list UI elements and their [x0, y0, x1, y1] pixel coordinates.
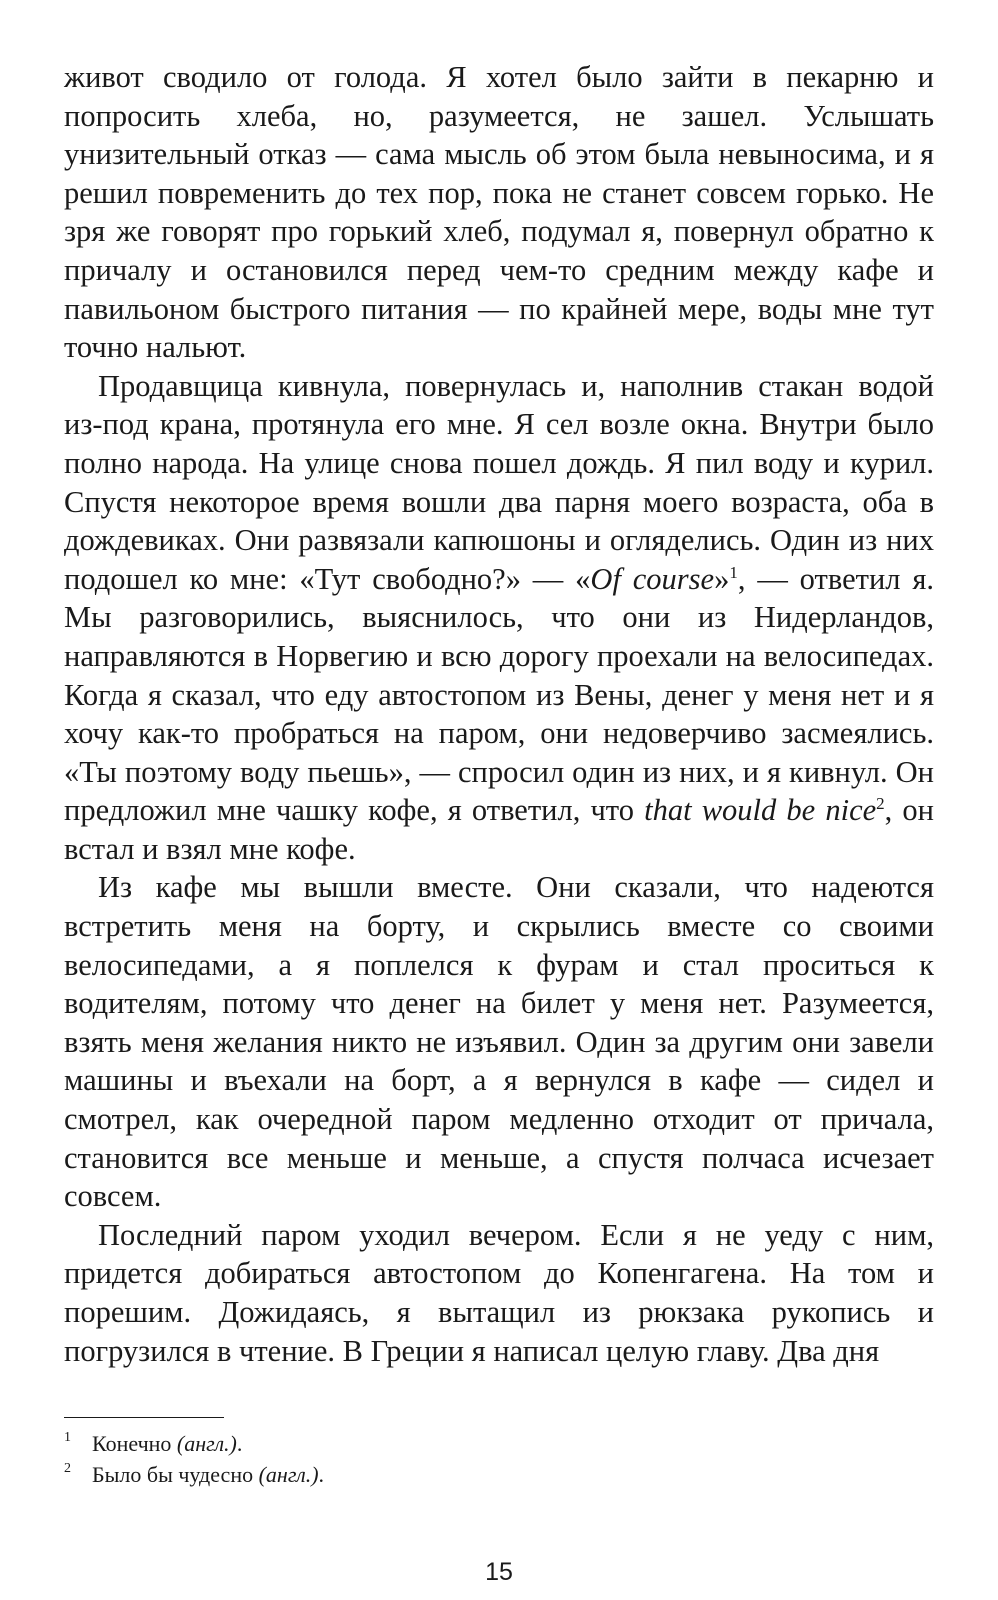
text-run: » — [714, 561, 730, 596]
footnote-2 — [64, 1459, 934, 1490]
page-number: 15 — [485, 1558, 513, 1586]
footnote-text: Было бы чудесно — [92, 1462, 259, 1487]
text-run: живот сводило от голода. Я хотел было зайти в пекарню и попросить хлеба, но, разумеется, не зашел. Услышать унизительный отказ — сама мысль об этом была невыносима, и я решил повременить до тех пор, пока не станет совсем горько. Не зря же говорят про горький хлеб, подумал я, повернул обратно к причалу и остановился перед чем-то средним между кафе и павильоном быстрого питания — по крайней мере, воды мне тут точно нальют. — [64, 60, 934, 365]
footnote-language-note: (англ.) — [258, 1462, 319, 1487]
text-run: , — ответил я. Мы разговорились, выяснилось, что они из Нидерландов, направляются в Норвегию и всю дорогу проехали на велосипедах. Когда я сказал, что еду автостопом из Вены, денег у меня нет и я хочу как-то пробраться на паром, они недоверчиво засмеялись. «Ты поэтому воду пьешь», — спросил один из них, и я кивнул. Он предложил мне чашку кофе, я ответил, что — [64, 561, 934, 828]
foreign-phrase: that would be nice — [644, 793, 877, 828]
paragraph-2 — [64, 367, 934, 869]
footnote-language-note: (англ.) — [176, 1431, 237, 1456]
paragraph-4 — [64, 1216, 934, 1370]
footnote-reference: 2 — [876, 794, 885, 814]
footnote-reference: 1 — [729, 562, 738, 582]
paragraph-3 — [64, 868, 934, 1215]
text-run: , он встал и взял мне кофе. — [64, 793, 934, 866]
paragraph-1 — [64, 58, 934, 367]
text-run: Последний паром уходил вечером. Если я не уеду с ним, придется добираться автостопом до Копенгагена. На том и порешим. Дожидаясь, я вытащил из рюкзака рукопись и погрузился в чтение. В Греции я написал целую главу. Два дня — [64, 1217, 934, 1368]
footnote-end: . — [318, 1462, 325, 1487]
footnotes — [64, 1428, 934, 1490]
footnote-text: Конечно — [92, 1431, 177, 1456]
footnote-1 — [64, 1428, 934, 1459]
book-page-body — [64, 58, 934, 1370]
footnote-number: 2 — [64, 1461, 71, 1476]
footnote-divider — [64, 1417, 224, 1418]
foreign-phrase: Of course — [590, 561, 715, 596]
text-run: Продавщица кивнула, повернулась и, наполнив стакан водой из-под крана, протянула его мне. Я сел возле окна. Внутри было полно народа. На улице снова пошел дождь. Я пил воду и курил. Спустя некоторое время вошли два парня моего возраста, оба в дождевиках. Они развязали капюшоны и огляделись. Один из них подошел ко мне: «Тут свободно?» — « — [64, 368, 934, 596]
footnote-end: . — [236, 1431, 243, 1456]
footnote-number: 1 — [64, 1430, 71, 1445]
text-run: Из кафе мы вышли вместе. Они сказали, что надеются встретить меня на борту, и скрылись вместе со своими велосипедами, а я поплелся к фурам и стал проситься к водителям, потому что денег на билет у меня нет. Разумеется, взять меня желания никто не изъявил. Один за другим они завели машины и въехали на борт, а я вернулся в кафе — сидел и смотрел, как очередной паром медленно отходит от причала, становится все меньше и меньше, а спустя полчаса исчезает совсем. — [64, 870, 934, 1214]
